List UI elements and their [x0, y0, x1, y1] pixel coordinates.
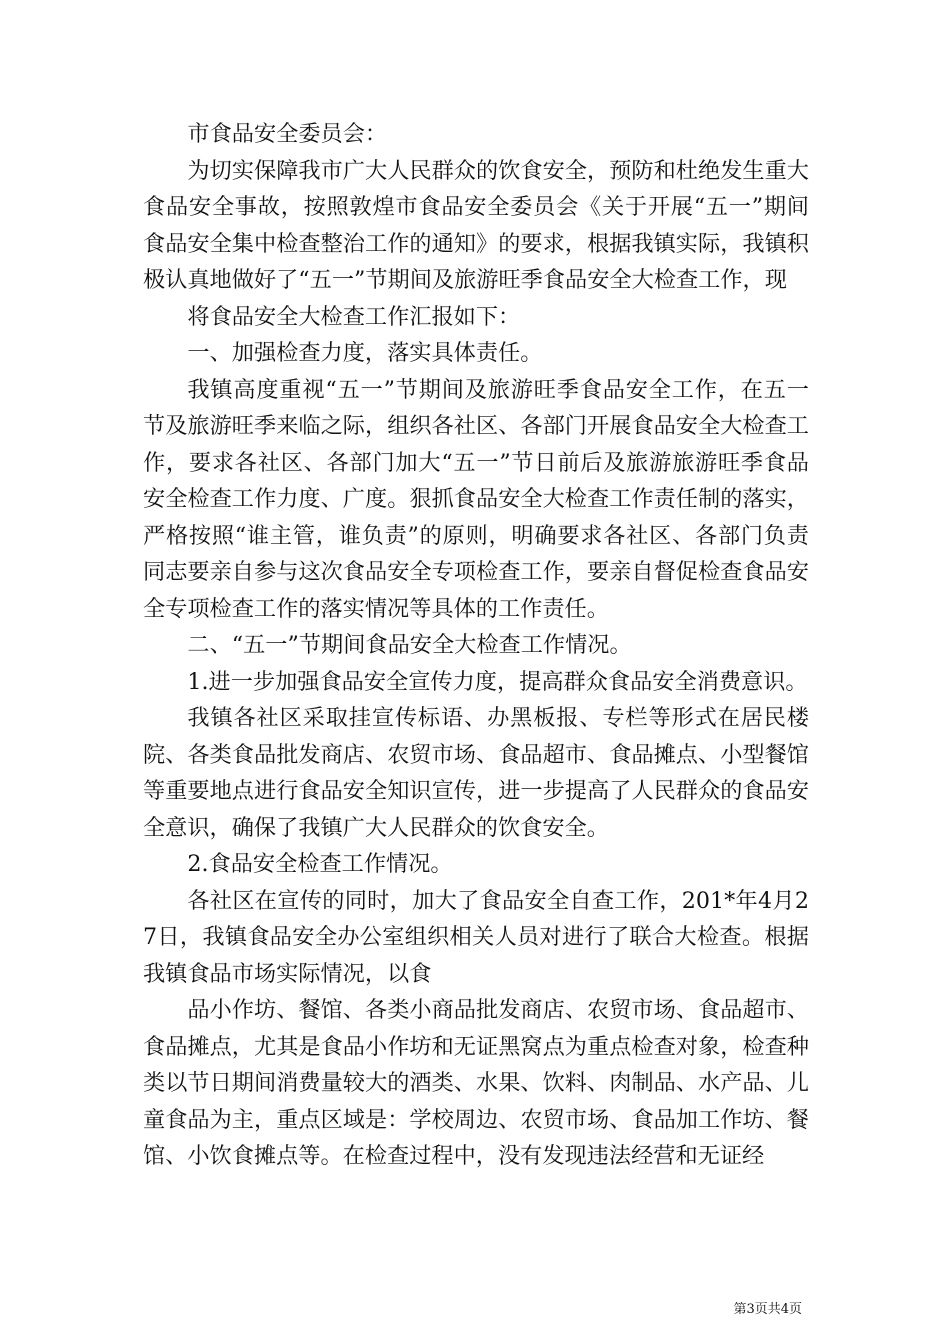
section-heading: 一、加强检查力度，落实具体责任。	[187, 340, 543, 366]
document-body	[143, 116, 809, 1175]
subsection-heading: 1.进一步加强食品安全宣传力度，提高群众食品安全消费意识。	[187, 668, 808, 695]
body-paragraph: 各社区在宣传的同时，加大了食品安全自查工作，201*年4月27日，我镇食品安全办公室组织相关人员对进行了联合大检查。根据我镇食品市场实际情况，以食	[143, 887, 809, 987]
body-paragraph: 我镇各社区采取挂宣传标语、办黑板报、专栏等形式在居民楼院、各类食品批发商店、农贸市场、食品超市、食品摊点、小型餐馆等重要地点进行食品安全知识宣传，进一步提高了人民群众的食品安全意识，确保了我镇广大人民群众的饮食安全。	[143, 705, 809, 841]
body-paragraph: 我镇高度重视“五一”节期间及旅游旺季食品安全工作，在五一节及旅游旺季来临之际，组织各社区、各部门开展食品安全大检查工作，要求各社区、各部门加大“五一”节日前后及旅游旅游旺季食品安全检查工作力度、广度。狠抓食品安全大检查工作责任制的落实，严格按照“谁主管，谁负责”的原则，明确要求各社区、各部门负责同志要亲自参与这次食品安全专项检查工作，要亲自督促检查食品安全专项检查工作的落实情况等具体的工作责任。	[143, 376, 809, 622]
body-paragraph: 品小作坊、餐馆、各类小商品批发商店、农贸市场、食品超市、食品摊点，尤其是食品小作坊和无证黑窝点为重点检查对象，检查种类以节日期间消费量较大的酒类、水果、饮料、肉制品、水产品、儿童食品为主，重点区域是：学校周边、农贸市场、食品加工作坊、餐馆、小饮食摊点等。在检查过程中，没有发现违法经营和无证经	[143, 997, 809, 1169]
body-paragraph: 为切实保障我市广大人民群众的饮食安全，预防和杜绝发生重大食品安全事故，按照敦煌市食品安全委员会《关于开展“五一”期间食品安全集中检查整治工作的通知》的要求，根据我镇实际，我镇积极认真地做好了“五一”节期间及旅游旺季食品安全大检查工作，现	[143, 157, 809, 293]
subsection-heading: 2.食品安全检查工作情况。	[187, 851, 453, 877]
salutation: 市食品安全委员会：	[187, 121, 388, 147]
section-heading: 二、“五一”节期间食品安全大检查工作情况。	[187, 632, 632, 658]
page-number: 第3页共4页	[733, 1302, 802, 1317]
body-paragraph: 将食品安全大检查工作汇报如下：	[187, 303, 521, 330]
